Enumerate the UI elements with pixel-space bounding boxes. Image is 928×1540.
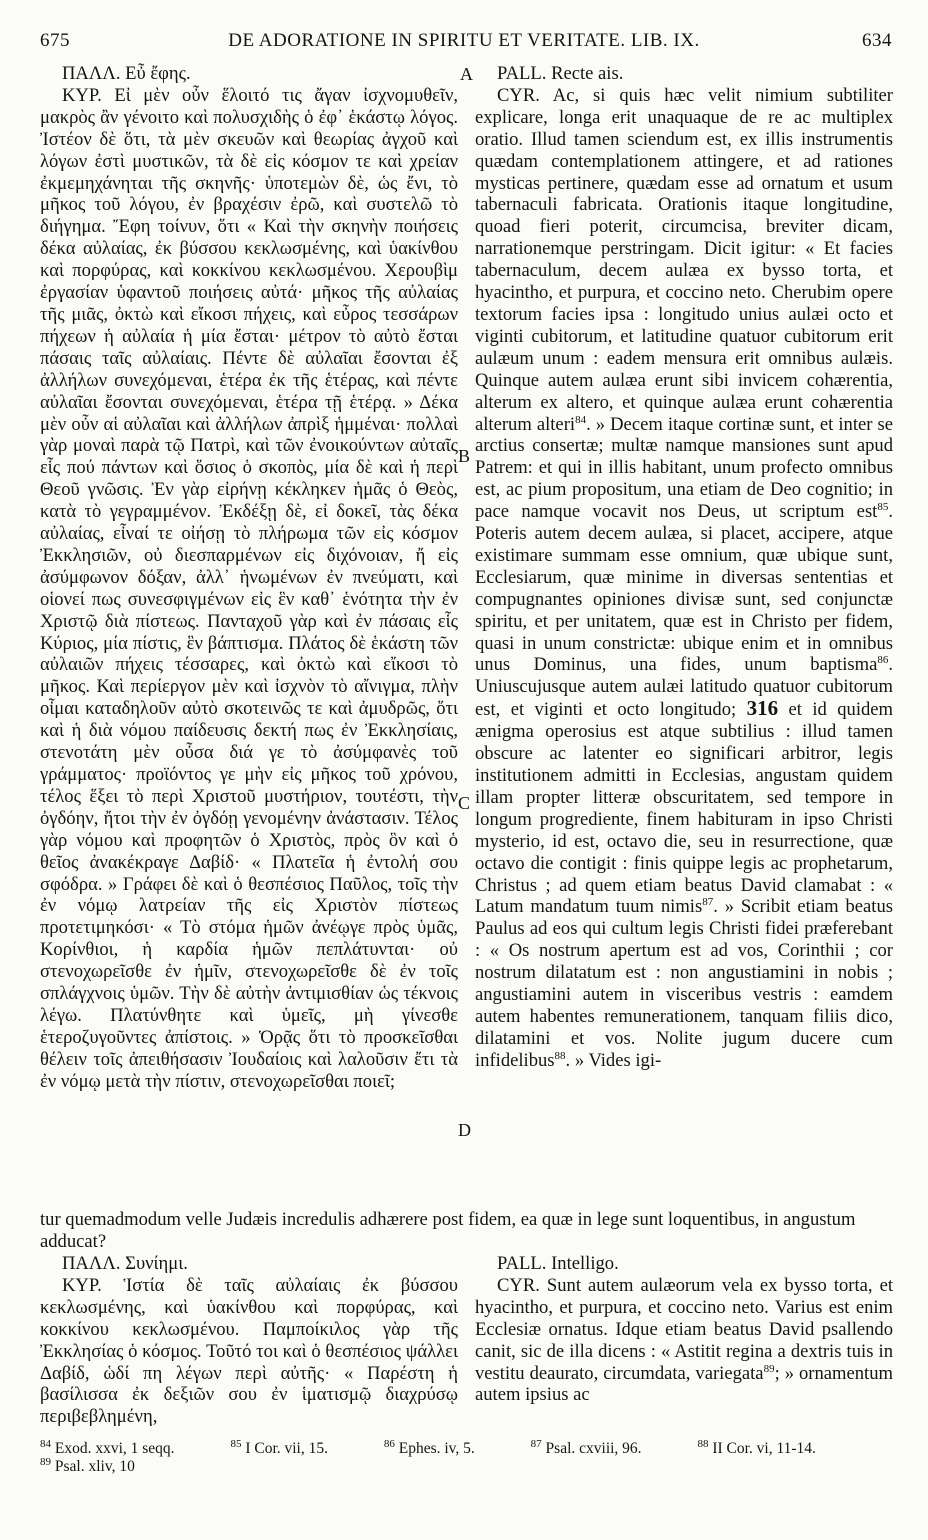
footnote-ref: 85 [877,500,889,513]
page-number-right: 634 [862,30,892,51]
footnote [40,1455,161,1475]
footnote-ref: 87 [702,896,714,909]
footnote-ref: 84 [575,413,587,426]
latin-column [475,63,893,1072]
footnote-ref: 86 [877,654,889,667]
footnote-text: II Cor. vi, 11-14. [712,1440,816,1457]
latin-text: . Uniuscujusque autem aulæi latitudo quatuor cubitorum est, et viginti et octo longitudo; [475,654,893,721]
section-marker-d: D [458,1120,471,1140]
footnote-number: 88 [697,1437,709,1450]
latin-text: . Poteris autem decem aulæa, si placet, accipere, atque existimare summam esse omnium, quæ ubique sunt, Ecclesiarum, quæ minime in diversas sententias et compugnantes opiniones divisæ sunt, sed conjunctæ spiritu, et per unitatem, quæ est in Christo per fidem, quasi in unum constrictæ: ubique enim et in omnibus unus Dominus, una fides, unum baptisma [475,501,893,676]
footnote-number: 89 [40,1455,51,1468]
footnote-ref: 88 [554,1049,566,1062]
latin-text: ; » ornamentum autem ipsius ac [475,1362,893,1406]
footnote-text: Psal. xliv, 10 [54,1458,135,1475]
footnote-text: Exod. xxvi, 1 seqq. [54,1440,175,1457]
footnote [230,1437,354,1457]
latin-text: et id quidem ænigma operosius est atque subtilius : illud tamen obscure ac latenter eo significari arbitror, legis institutionem admitti in Ecclesias, angustam quidem illam propter litteræ obscuritatem, sed tempore in longum progrediente, finem habituram in ipso Christi mysterio, id est, octavo die, seu in resurrectione, quæ octavo die contigit : finis quippe legis ac prophetarum, Christus ; ad quem etiam beatus David clamabat : « Latum mandatum tuum nimis [475,699,894,918]
greek-column [40,63,458,1093]
footnote-number: 86 [383,1437,395,1450]
footnote-text: Ephes. iv, 5. [398,1440,475,1457]
footnote-ref: 89 [763,1362,775,1375]
latin-text: . » Vides igi- [565,1049,662,1071]
footnote [697,1437,842,1457]
latin-text: CYR. Ac, si quis hæc velit nimium subtiliter explicare, longa erit unaquaque de re ac multiplex oratio. Illud tamen sciendum est, ex illis instrumentis quædam contemplationem attingere, et ad rationes mysticas pertinere, quædam esse ad ornatum et usum tabernaculi fabricata. Orationis itaque longitudine, quoad fieri poterit, circumcisa, breviter dicam, narrationemque perstringam. Dicit igitur: « Et facies tabernaculum, decem aulæa ex bysso torta, et hyacintho, et purpura, et coccino neto. Cherubim opere textorum facies ipsa : longitudo unius aulæi octo et viginti cubitorum, et latitudine quatuor cubitorum erit aulæum unum : eadem mensura erit omnibus aulæis. Quinque autem aulæa erunt sibi invicem cohærentia, alterum ex altero, et quinque aulæa erunt cohærentia alterum alteri [475,84,893,435]
latin-bottom-column [475,1253,893,1406]
greek-bottom-column [40,1253,458,1428]
running-title: DE ADORATIONE IN SPIRITU ET VERITATE. LIB. IX. [228,30,700,51]
greek-paragraph: ΠΑΛΛ. Εὖ ἔφης. [62,63,191,84]
latin-paragraph [475,1275,893,1406]
section-marker-b: B [458,446,471,466]
footnote [383,1437,501,1457]
greek-paragraph: ΚΥΡ. Ἱστία δὲ ταῖς αὐλαίαις ἐκ βύσσου κεκλωσμένης, καὶ ὑακίνθου καὶ πορφύρας, καὶ κοκκίνου κεκλωσμένου. Παμποίκιλος γὰρ τῆς Ἐκκλησίας ὁ κόσμος. Τοῦτό τοι καὶ ὁ θεσπέσιος ψάλλει Δαβίδ, ὡδί πη λέγων περὶ αὐτῆς· « Παρέστη ἡ βασίλισσα ἐκ δεξιῶν σου ἐν ἱματισμῷ διαχρύσῳ περιβεβλημένη, [40,1274,458,1428]
latin-paragraph [475,85,893,1072]
footnote-number: 87 [530,1437,542,1450]
footnote [530,1437,668,1457]
greek-paragraph: ΠΑΛΛ. Συνίημι. [62,1253,188,1274]
running-line: tur quemadmodum velle Judæis incredulis adhærere post fidem, ea quæ in lege sunt loquentibus, in angustum adducat? [40,1209,856,1252]
latin-text: . » Scribit etiam beatus Paulus ad eos qui cultum legis Christi fidei præferebant : « Os nostrum apertum est ad vos, Corinthii ; cor nostrum dilatatum est : non angustiamini in nobis ; angustiamini autem in visceribus vestris : eamdem autem habentes remunerationem, tanquam filiis dico, dilatamini et vos. Nolite jugum ducere cum infidelibus [475,896,893,1071]
latin-text: CYR. Sunt autem aulæorum vela ex bysso torta, et hyacintho, et purpura, et coccino neto. Varius est enim Ecclesiæ ornatus. Idque etiam beatus David psallendo canit, sic de illa dicens : « Astitit regina a dextris tuis in vestitu deaurato, circumdata, variegata [475,1274,893,1384]
footnote [40,1437,201,1457]
section-marker-c: C [458,793,471,813]
latin-paragraph: PALL. Recte ais. [497,63,624,84]
footnotes [40,1437,900,1476]
page-number-left: 675 [40,30,70,51]
latin-text: . » Decem itaque cortinæ sunt, et inter se arctius consertæ; multæ namque mansiones sunt apud Patrem: et qui in illis habitant, unum profecto omnibus est, ac pium propositum, una etiam de Deo cognitio; in pace namque vocavit nos Deus, ut scriptum est [475,413,893,523]
footnote-number: 84 [40,1437,51,1450]
latin-paragraph: PALL. Intelligo. [497,1253,619,1274]
footnote-number: 85 [230,1437,242,1450]
column-reference: 316 [746,696,779,721]
section-marker-a: A [460,64,473,84]
footnote-text: Psal. cxviii, 96. [545,1440,642,1457]
greek-paragraph: ΚΥΡ. Εἰ μὲν οὖν ἕλοιτό τις ἄγαν ἰσχνομυθεῖν, μακρὸς ἂν γένοιτο καὶ πολυσχιδὴς ὁ ἐφ᾽ ἑκάστῳ λόγος. Ἰστέον δὲ ὅτι, τὰ μὲν σκευῶν καὶ θεωρίας ἀγχοῦ καὶ λόγων ἐστὶ μυστικῶν, τὰ δὲ εἰς κόσμον τε καὶ χρείαν ἐκμεμηχάνηται τῆς σκηνῆς· ὑποτεμὼν δὲ, ὡς ἔνι, τὸ μῆκος τοῦ λόγου, ἐν βραχέσιν ἐρῶ, καὶ συστελῶ τὸ διήγημα. Ἔφη τοίνυν, ὅτι « Καὶ τὴν σκηνὴν ποιήσεις δέκα αὐλαίας, ἐκ βύσσου κεκλωσμένης, καὶ ὑακίνθου καὶ πορφύρας, καὶ κοκκίνου κεκλωσμένου. Χερουβὶμ ἐργασίαν ὑφαντοῦ ποιήσεις αὐτά· μῆκος τῆς αὐλαίας τῆς μιᾶς, ὀκτὼ καὶ εἴκοσι πήχεις, καὶ εὖρος τεσσάρων πήχεων ἡ αὐλαία ἡ μία ἔσται· μέτρον τὸ αὐτὸ ἔσται πάσαις ταῖς αὐλαίαις. Πέντε δὲ αὐλαῖαι ἔσονται ἐξ ἀλλήλων συνεχόμεναι, ἑτέρα ἐκ τῆς ἑτέρας, καὶ πέντε αὐλαῖαι ἔσονται συνεχόμεναι, ἑτέρα τῇ ἑτέρᾳ. » Δέκα μὲν οὖν αἱ αὐλαῖαι καὶ ἀλλήλων ἀπρὶξ ἡμμέναι· πολλαὶ γὰρ μοναὶ παρὰ τῷ Πατρὶ, καὶ τῶν ἐνοικούντων αὐταῖς εἷς πού πάντων καὶ ὅσιος ὁ σκοπὸς, μία δὲ καὶ ἡ περὶ Θεοῦ γνῶσις. Ἐν γὰρ εἰρήνῃ κέκληκεν ἡμᾶς ὁ Θεὸς, κατὰ τὸ γεγραμμένον. Ἐκδέξῃ δὲ, εἰ δοκεῖ, τὰς δέκα αὐλαίας, εἶναί τε οἰήσῃ τὸ πλήρωμα τῶν εἰς κόσμον Ἐκκλησιῶν, οὐ διεσπαρμένων εἰς διχόνοιαν, ἤ εἰς ἀσύμφωνον δόξαν, ἀλλ᾽ ἡνωμένων ἐν πνεύματι, καὶ οἱονεί πως συνεσφιγμένων εἰς ἓν καθ᾽ ἑνότητα τὴν ἐν Χριστῷ διὰ πίστεως. Πανταχοῦ γὰρ καὶ ἐν πάσαις εἷς Κύριος, μία πίστις, ἓν βάπτισμα. Πλάτος δὲ ἑκάστη τῶν αὐλαιῶν πήχεις τέσσαρες, καὶ ὀκτὼ καὶ εἴκοσι τὸ μῆκος. Καὶ περίεργον μὲν καὶ ἰσχνὸν τὸ αἴνιγμα, πλὴν οἶμαι καταδηλοῦν αὐτὸ σκοτεινῶς τε καὶ ἀμυδρῶς, ὅτι καὶ ἡ διὰ νόμου παίδευσις δεκτή πως ἐν Ἐκκλησίαις, στενοτάτη μὲν οὖσα διά γε τὸ ἀσύμφανὲς τοῦ γράμματος· προϊόντος γε μὴν εἰς μῆκος τοῦ χρόνου, τέλος ἕξει τὸ περὶ Χριστοῦ μυστήριον, τουτέστι, τὴν ὀγδόην, ἤτοι τὴν ἐν ὀγδόῃ γενομένην ἀνάστασιν. Τέλος γὰρ νόμου καὶ προφητῶν ὁ Χριστὸς, πρὸς ὃν καὶ ὁ θεῖος ἀνακέκραγε Δαβίδ· « Πλατεῖα ἡ ἐντολή σου σφόδρα. » Γράφει δὲ καὶ ὁ θεσπέσιος Παῦλος, τοῖς τὴν ἐν νόμῳ λατρείαν τῆς εἰς Χριστὸν πίστεως προτετιμηκόσι· « Τὸ στόμα ἡμῶν ἀνέῳγε πρὸς ὑμᾶς, Κορίνθιοι, ἡ καρδία ἡμῶν πεπλάτυνται· οὐ στενοχωρεῖσθε ἐν ἡμῖν, στενοχωρεῖσθε δὲ ἐν τοῖς σπλάγχνοις ὑμῶν. Τὴν δὲ αὐτὴν ἀντιμισθίαν ὡς τέκνοις λέγω. Πλατύνθητε καὶ ὑμεῖς, μὴ γίνεσθε ἑτεροζυγοῦντες ἀπίστοις. » Ὁρᾷς ὅτι τὸ προσκεῖσθαι θέλειν τοῖς ἀπειθήσασιν Ἰουδαίοις καὶ λαλοῦσιν ἔτι τὰ ἐν νόμῳ μετὰ τὴν πίστιν, στενοχωρεῖσθαι ποιεῖ; [40,84,458,1092]
footnote-text: I Cor. vii, 15. [245,1440,328,1457]
